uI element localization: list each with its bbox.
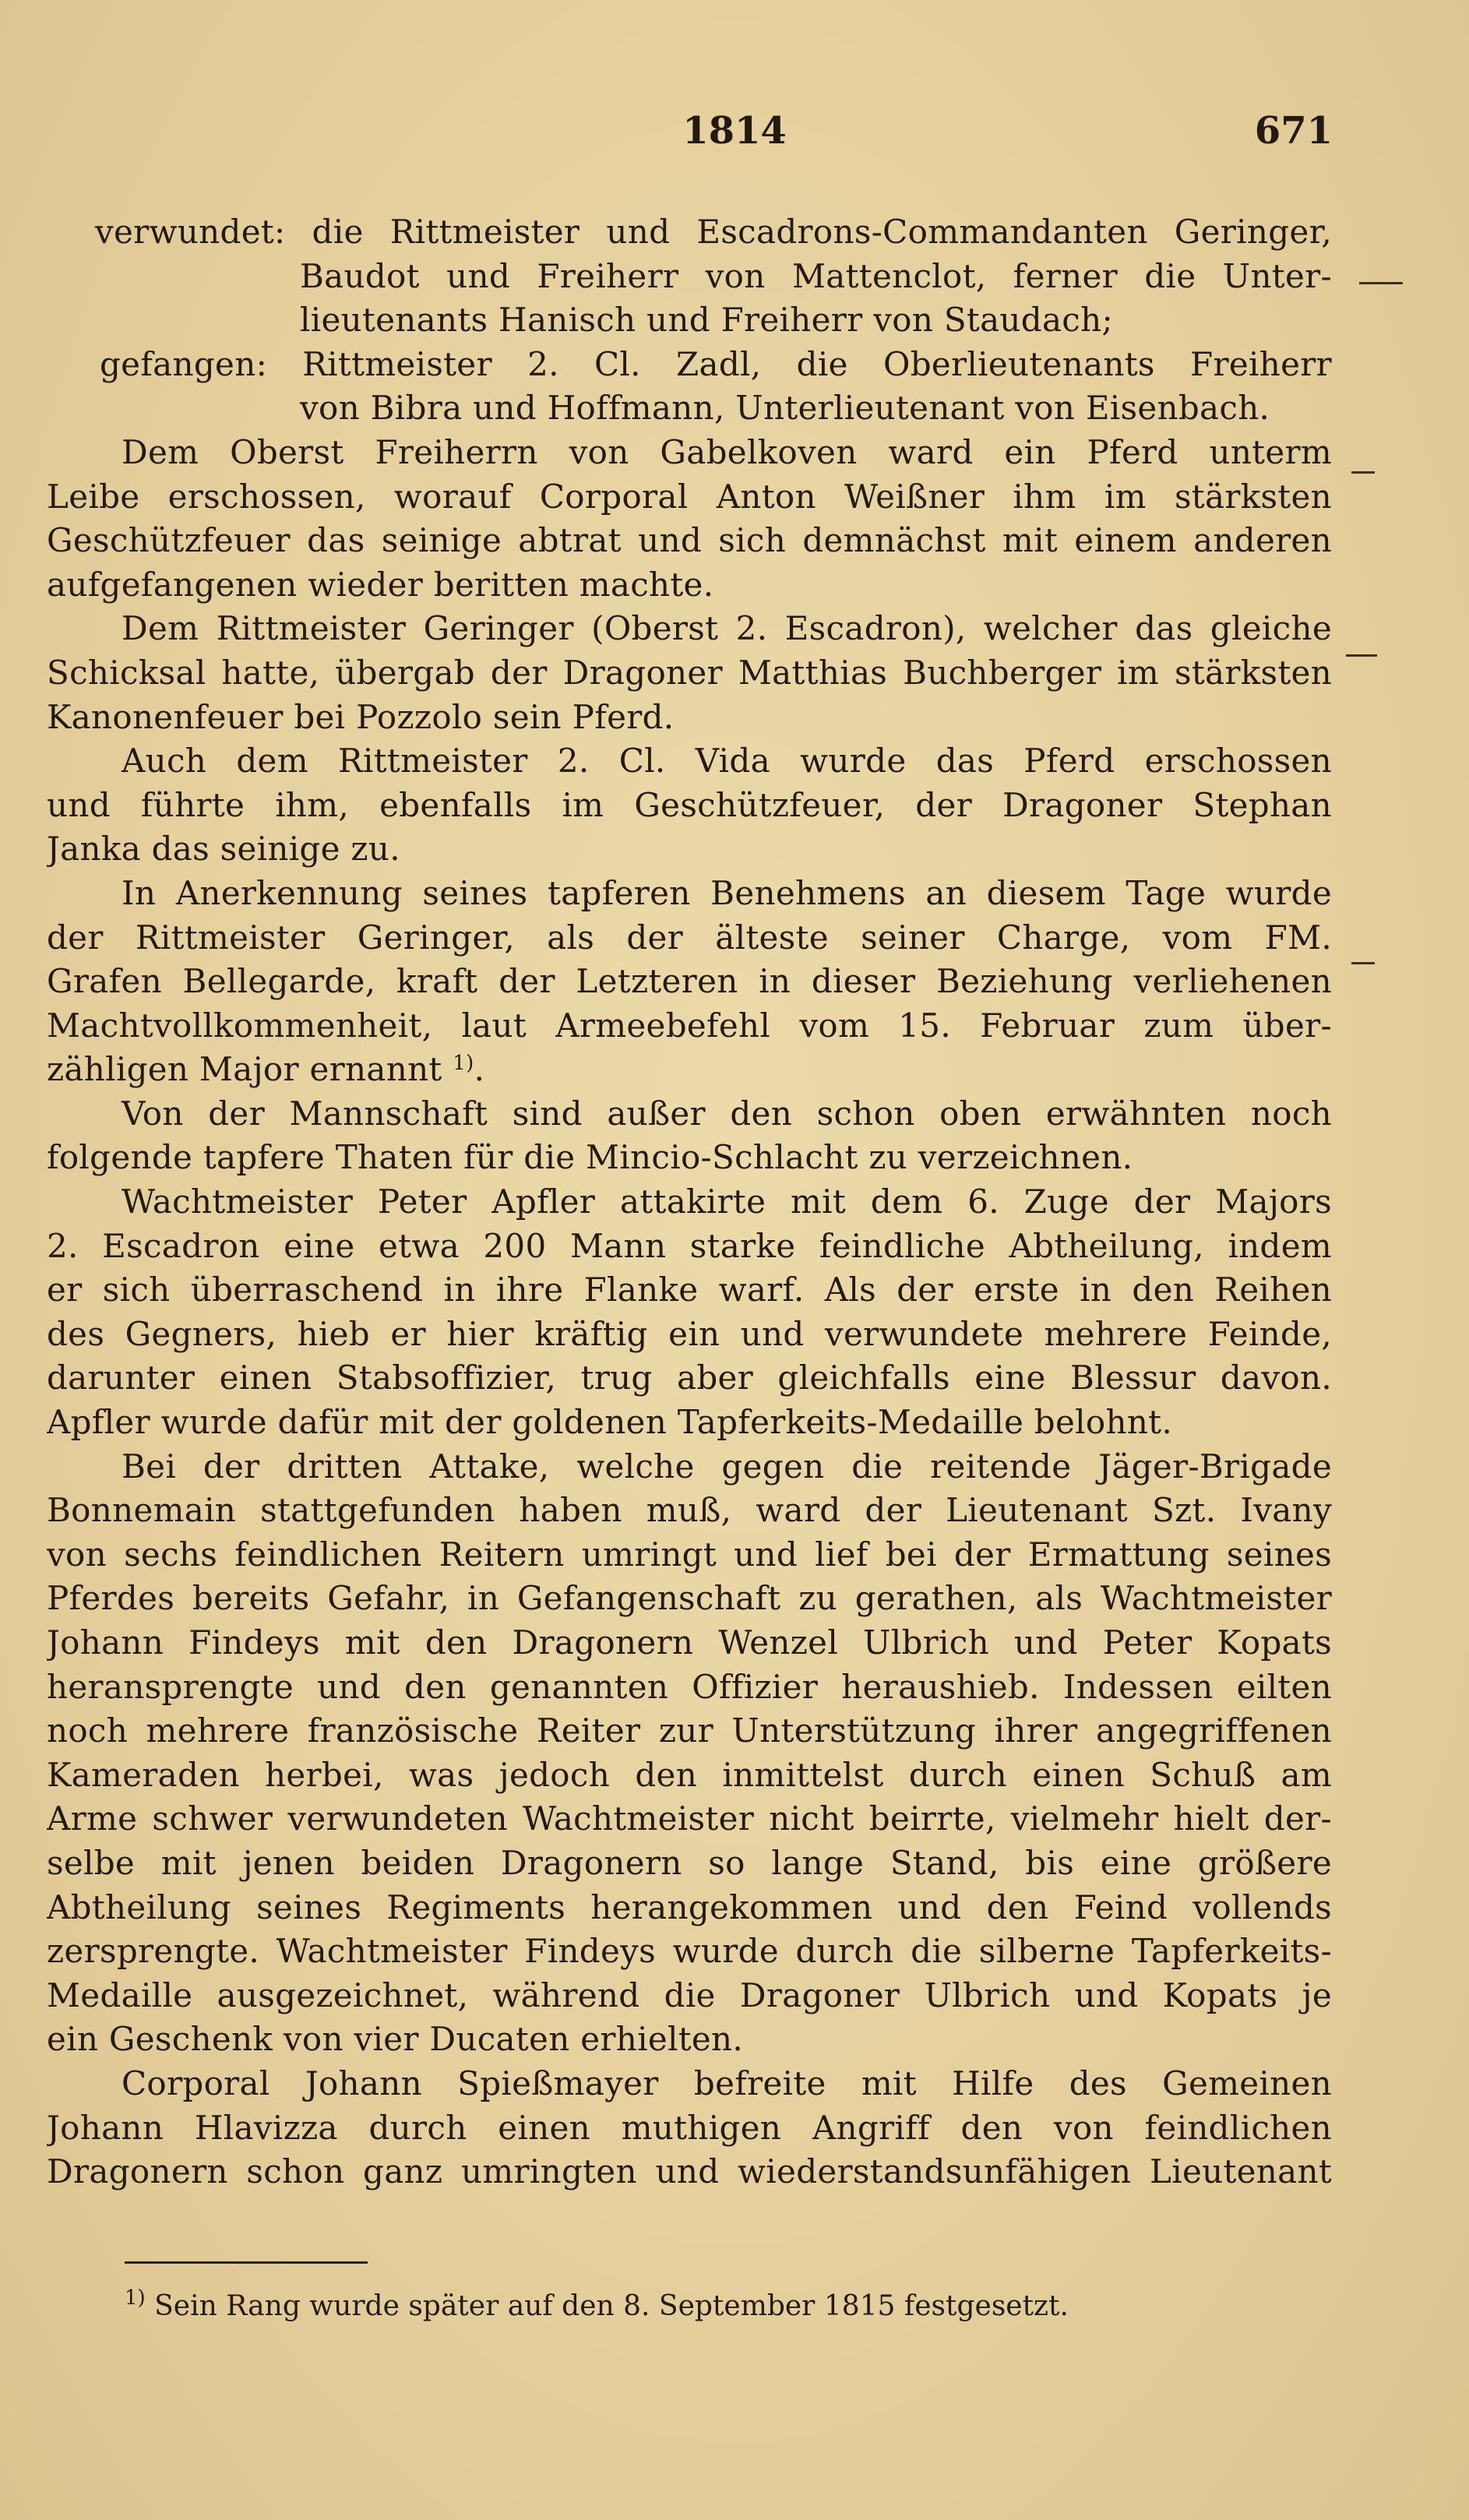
- text-line: Kanonenfeuer bei Pozzolo sein Pferd.: [47, 697, 675, 736]
- text-line: folgende tapfere Thaten für die Mincio-Schlacht zu verzeichnen.: [47, 1138, 1133, 1177]
- text-line: Janka das seinige zu.: [47, 830, 400, 869]
- text-line: lieutenants Hanisch und Freiherr von Staudach;: [300, 301, 1113, 340]
- text-line-content: zähligen Major ernannt: [47, 1050, 442, 1089]
- text-line: gefangen: Rittmeister 2. Cl. Zadl, die Oberlieutenants Freiherr: [100, 344, 1332, 383]
- text-line: zähligen Major ernannt $^{1)}$.: [47, 1050, 485, 1089]
- text-line: Machtvollkommenheit, laut Armeebefehl vom 15. Februar zum über-: [47, 1006, 1332, 1045]
- text-line: des Gegners, hieb er hier kräftig ein und verwundete mehrere Feinde,: [47, 1314, 1332, 1353]
- text-line: Johann Findeys mit den Dragonern Wenzel Ulbrich und Peter Kopats: [47, 1623, 1332, 1662]
- footnote-rule: [125, 2261, 368, 2264]
- text-line: Leibe erschossen, worauf Corporal Anton Weißner ihm im stärksten: [47, 477, 1332, 516]
- text-line: er sich überraschend in ihre Flanke warf. Als der erste in den Reihen: [47, 1271, 1332, 1309]
- text-line: von sechs feindlichen Reitern umringt und lief bei der Ermattung seines: [47, 1535, 1332, 1574]
- text-line: Auch dem Rittmeister 2. Cl. Vida wurde das Pferd erschossen: [122, 742, 1332, 781]
- text-line: Dem Rittmeister Geringer (Oberst 2. Escadron), welcher das gleiche: [122, 609, 1332, 648]
- page-number: 671: [1254, 109, 1333, 153]
- text-line: Corporal Johann Spießmayer befreite mit Hilfe des Gemeinen: [122, 2064, 1332, 2102]
- running-head-year: 1814: [682, 109, 787, 153]
- text-line: zersprengte. Wachtmeister Findeys wurde durch die silberne Tapferkeits-: [47, 1932, 1332, 1971]
- text-line: noch mehrere französische Reiter zur Unterstützung ihrer angegriffenen: [47, 1711, 1332, 1750]
- page-header: [0, 109, 1469, 171]
- text-line: Dem Oberst Freiherrn von Gabelkoven ward ein Pferd unterm: [122, 432, 1332, 471]
- text-line: verwundet: die Rittmeister und Escadrons-Commandanten Geringer,: [95, 213, 1332, 251]
- text-line: heransprengte und den genannten Offizier heraushieb. Indessen eilten: [47, 1667, 1332, 1706]
- text-line: Von der Mannschaft sind außer den schon oben erwähnten noch: [122, 1094, 1332, 1133]
- text-line: aufgefangenen wieder beritten machte.: [47, 565, 714, 604]
- footnote-marker: 1): [125, 2286, 146, 2310]
- text-line: selbe mit jenen beiden Dragonern so lange Stand, bis eine größere: [47, 1843, 1332, 1882]
- text-line: ein Geschenk von vier Ducaten erhielten.: [47, 2020, 744, 2059]
- text-line: Abtheilung seines Regiments herangekommen und den Feind vollends: [47, 1887, 1332, 1926]
- text-line: 2. Escadron eine etwa 200 Mann starke feindliche Abtheilung, indem: [47, 1226, 1332, 1265]
- text-line: Dragonern schon ganz umringten und wiederstandsunfähigen Lieutenant: [47, 2152, 1332, 2191]
- footnote-text: Sein Rang wurde später auf den 8. September 1815 festgesetzt.: [154, 2290, 1069, 2322]
- text-line: Kameraden herbei, was jedoch den inmittelst durch einen Schuß am: [47, 1755, 1332, 1794]
- text-line: darunter einen Stabsoffizier, trug aber gleichfalls eine Blessur davon.: [47, 1359, 1332, 1397]
- text-line: von Bibra und Hoffmann, Unterlieutenant von Eisenbach.: [300, 389, 1270, 428]
- text-line: und führte ihm, ebenfalls im Geschützfeuer, der Dragoner Stephan: [47, 785, 1332, 824]
- text-line: Wachtmeister Peter Apfler attakirte mit dem 6. Zuge der Majors: [122, 1182, 1332, 1221]
- text-line: Grafen Bellegarde, kraft der Letzteren in dieser Beziehung verliehenen: [47, 962, 1332, 1001]
- text-line: Arme schwer verwundeten Wachtmeister nicht beirrte, vielmehr hielt der-: [47, 1799, 1332, 1838]
- text-line: Baudot und Freiherr von Mattenclot, ferner die Unter-: [300, 256, 1332, 295]
- text-line: Schicksal hatte, übergab der Dragoner Matthias Buchberger im stärksten: [47, 653, 1332, 692]
- text-line: der Rittmeister Geringer, als der älteste seiner Charge, vom FM.: [47, 918, 1332, 957]
- text-line: Bei der dritten Attake, welche gegen die reitende Jäger-Brigade: [122, 1447, 1332, 1486]
- text-line: Johann Hlavizza durch einen muthigen Angriff den von feindlichen: [47, 2108, 1332, 2147]
- text-line: Geschützfeuer das seinige abtrat und sich demnächst mit einem anderen: [47, 521, 1332, 560]
- text-line: Pferdes bereits Gefahr, in Gefangenschaft zu gerathen, als Wachtmeister: [47, 1579, 1332, 1618]
- footnote: [125, 2286, 1293, 2327]
- text-line: Medaille ausgezeichnet, während die Dragoner Ulbrich und Kopats je: [47, 1975, 1332, 2014]
- text-line: In Anerkennung seines tapferen Benehmens an diesem Tage wurde: [122, 873, 1332, 912]
- text-line: Apfler wurde dafür mit der goldenen Tapferkeits-Medaille belohnt.: [47, 1403, 1172, 1442]
- footnote-reference: 1): [453, 1052, 474, 1076]
- text-line: Bonnemain stattgefunden haben muß, ward der Lieutenant Szt. Ivany: [47, 1491, 1332, 1530]
- body-text: [47, 210, 1332, 2194]
